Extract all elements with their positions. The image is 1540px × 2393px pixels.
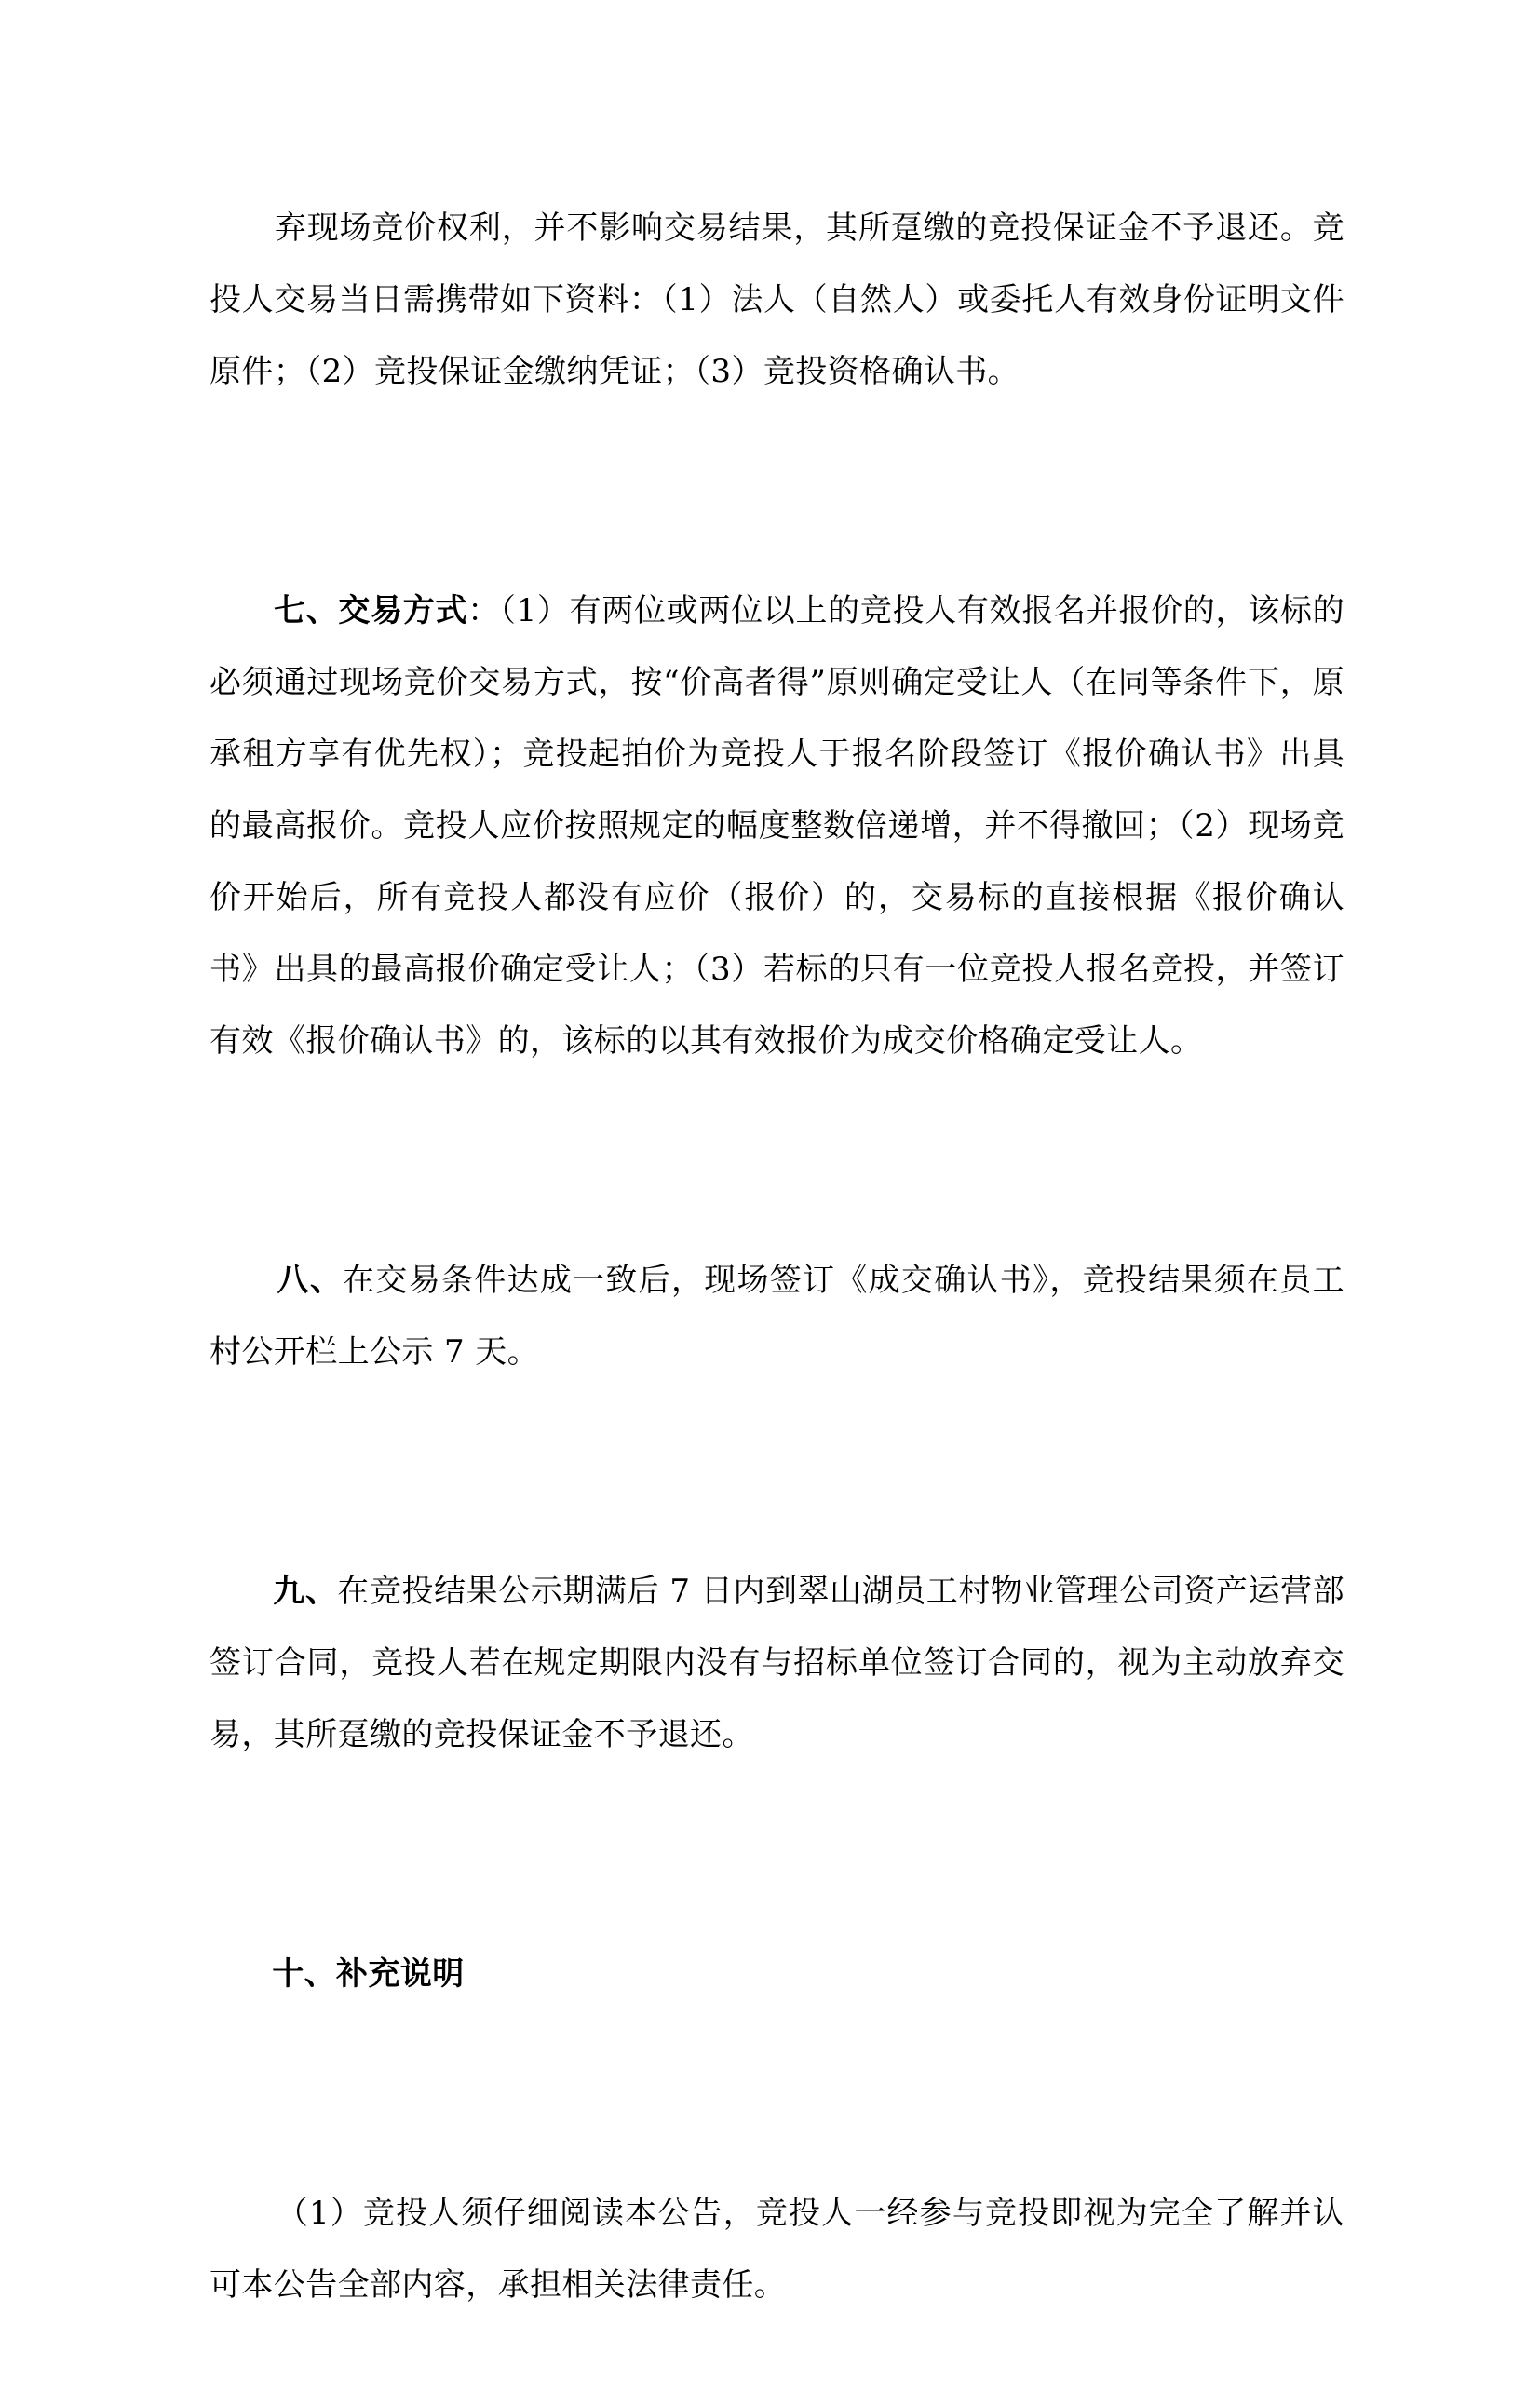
section-eight-label: 八、: [277, 1262, 344, 1299]
paragraph-section-eight: [209, 1173, 1344, 1460]
section-ten-label: 十、补充说明: [272, 1955, 465, 1993]
document-body: [209, 121, 1344, 2393]
section-nine-label: 九、: [273, 1573, 338, 1610]
paragraph-section-ten-item-one: [209, 2106, 1344, 2393]
paragraph-text: 弃现场竞价权利，并不影响交易结果，其所趸缴的竞投保证金不予退还。竞投人交易当日需携带如下资料：（1）法人（自然人）或委托人有效身份证明文件原件；（2）竞投保证金缴纳凭证；（3）竞投资格确认书。: [209, 210, 1344, 390]
paragraph-section-nine: [209, 1484, 1344, 1843]
section-nine-text: 在竞投结果公示期满后 7 日内到翠山湖员工村物业管理公司资产运营部签订合同，竞投人若在规定期限内没有与招标单位签订合同的，视为主动放弃交易，其所趸缴的竞投保证金不予退还。: [209, 1573, 1344, 1753]
paragraph-section-seven: [209, 504, 1344, 1149]
paragraph-continuation: [209, 121, 1344, 480]
section-eight-text: 在交易条件达成一致后，现场签订《成交确认书》，竞投结果须在员工村公开栏上公示 7 天。: [209, 1262, 1344, 1371]
section-ten-item-one-text: （1）竞投人须仔细阅读本公告，竞投人一经参与竞投即视为完全了解并认可本公告全部内容，承担相关法律责任。: [209, 2195, 1344, 2304]
section-seven-label: 七、交易方式: [274, 592, 468, 629]
paragraph-section-ten-title: [209, 1867, 1344, 2082]
section-seven-text: ：（1）有两位或两位以上的竞投人有效报名并报价的，该标的必须通过现场竞价交易方式，按“价高者得”原则确定受让人（在同等条件下，原承租方享有优先权）；竞投起拍价为竞投人于报名阶段签订《报价确认书》出具的最高报价。竞投人应价按照规定的幅度整数倍递增，并不得撤回；（2）现场竞价开始后，所有竞投人都没有应价（报价）的，交易标的直接根据《报价确认书》出具的最高报价确定受让人；（3）若标的只有一位竞投人报名竞投，并签订有效《报价确认书》的，该标的以其有效报价为成交价格确定受让人。: [209, 592, 1344, 1060]
